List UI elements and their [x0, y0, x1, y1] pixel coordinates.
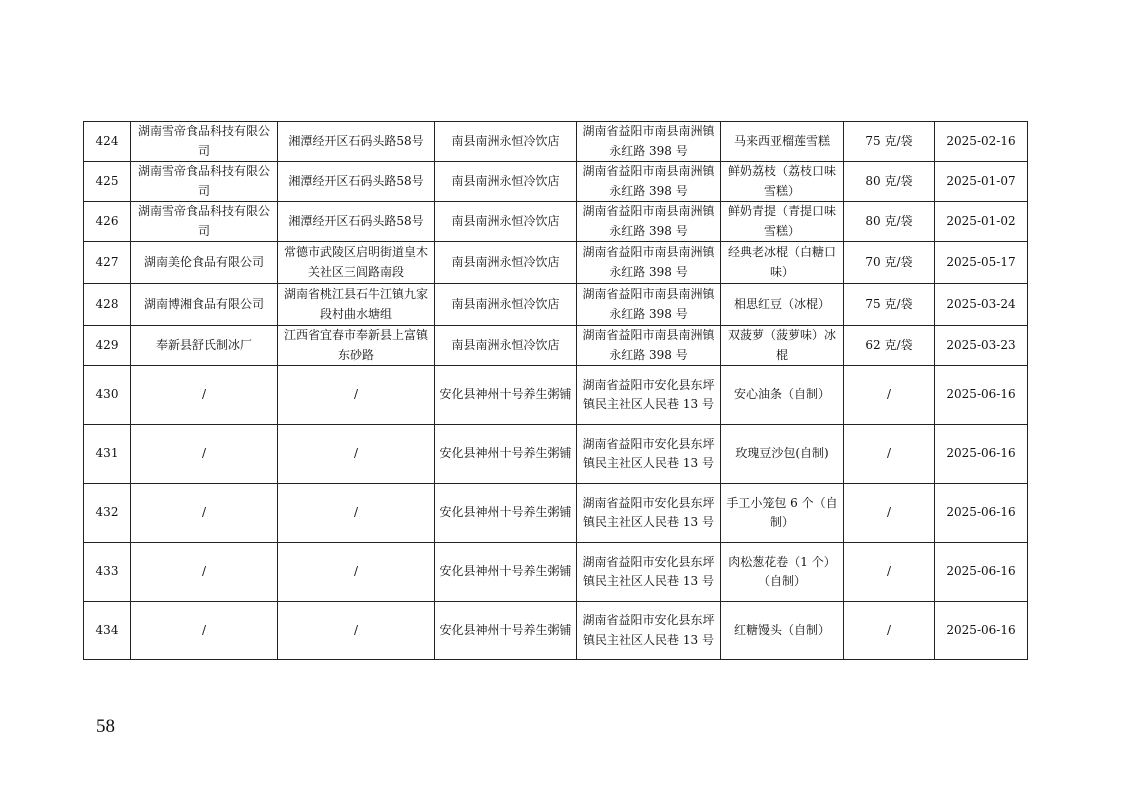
seller-address-cell: 湖南省益阳市安化县东坪镇民主社区人民巷 13 号 [577, 425, 721, 484]
seller-address-cell: 湖南省益阳市南县南洲镇永红路 398 号 [577, 202, 721, 242]
producer-name-cell: / [131, 366, 278, 425]
producer-address-cell: 湖南省桃江县石牛江镇九家段村曲水塘组 [278, 284, 435, 326]
seller-name-cell: 安化县神州十号养生粥铺 [435, 543, 577, 602]
specification-cell: 62 克/袋 [844, 326, 935, 366]
specification-cell: 75 克/袋 [844, 122, 935, 162]
row-number-cell: 431 [84, 425, 131, 484]
producer-name-cell: 湖南美伦食品有限公司 [131, 242, 278, 284]
seller-name-cell: 南县南洲永恒冷饮店 [435, 162, 577, 202]
seller-name-cell: 南县南洲永恒冷饮店 [435, 326, 577, 366]
specification-cell: / [844, 602, 935, 660]
product-name-cell: 安心油条（自制） [721, 366, 844, 425]
row-number-cell: 426 [84, 202, 131, 242]
seller-address-cell: 湖南省益阳市南县南洲镇永红路 398 号 [577, 326, 721, 366]
seller-name-cell: 南县南洲永恒冷饮店 [435, 284, 577, 326]
producer-address-cell: / [278, 602, 435, 660]
producer-name-cell: 湖南雪帝食品科技有限公司 [131, 122, 278, 162]
specification-cell: 70 克/袋 [844, 242, 935, 284]
row-number-cell: 425 [84, 162, 131, 202]
product-name-cell: 相思红豆（冰棍） [721, 284, 844, 326]
seller-name-cell: 安化县神州十号养生粥铺 [435, 484, 577, 543]
production-date-cell: 2025-06-16 [935, 602, 1028, 660]
production-date-cell: 2025-01-07 [935, 162, 1028, 202]
table-row [84, 162, 1028, 202]
producer-name-cell: / [131, 543, 278, 602]
table-row [84, 366, 1028, 425]
specification-cell: 80 克/袋 [844, 162, 935, 202]
producer-address-cell: 湘潭经开区石码头路58号 [278, 202, 435, 242]
producer-address-cell: / [278, 543, 435, 602]
table-row [84, 543, 1028, 602]
inspection-table [83, 121, 1028, 660]
seller-address-cell: 湖南省益阳市南县南洲镇永红路 398 号 [577, 162, 721, 202]
production-date-cell: 2025-06-16 [935, 366, 1028, 425]
table-row [84, 284, 1028, 326]
product-name-cell: 马来西亚榴莲雪糕 [721, 122, 844, 162]
seller-address-cell: 湖南省益阳市安化县东坪镇民主社区人民巷 13 号 [577, 484, 721, 543]
table-row [84, 202, 1028, 242]
row-number-cell: 432 [84, 484, 131, 543]
producer-address-cell: / [278, 366, 435, 425]
producer-address-cell: 湘潭经开区石码头路58号 [278, 122, 435, 162]
seller-address-cell: 湖南省益阳市安化县东坪镇民主社区人民巷 13 号 [577, 602, 721, 660]
producer-name-cell: 奉新县舒氏制冰厂 [131, 326, 278, 366]
page-number: 58 [96, 716, 115, 737]
production-date-cell: 2025-02-16 [935, 122, 1028, 162]
product-name-cell: 红糖馒头（自制） [721, 602, 844, 660]
producer-address-cell: 常德市武陵区启明街道皇木关社区三闾路南段 [278, 242, 435, 284]
production-date-cell: 2025-03-23 [935, 326, 1028, 366]
product-name-cell: 肉松葱花卷（1 个）（自制） [721, 543, 844, 602]
producer-address-cell: 江西省宜春市奉新县上富镇东砂路 [278, 326, 435, 366]
producer-name-cell: 湖南雪帝食品科技有限公司 [131, 162, 278, 202]
table-row [84, 602, 1028, 660]
production-date-cell: 2025-06-16 [935, 425, 1028, 484]
specification-cell: / [844, 366, 935, 425]
product-name-cell: 手工小笼包 6 个（自制） [721, 484, 844, 543]
table-row [84, 122, 1028, 162]
producer-name-cell: 湖南博湘食品有限公司 [131, 284, 278, 326]
product-name-cell: 经典老冰棍（白糖口味） [721, 242, 844, 284]
row-number-cell: 434 [84, 602, 131, 660]
seller-address-cell: 湖南省益阳市南县南洲镇永红路 398 号 [577, 284, 721, 326]
seller-address-cell: 湖南省益阳市南县南洲镇永红路 398 号 [577, 122, 721, 162]
row-number-cell: 430 [84, 366, 131, 425]
row-number-cell: 427 [84, 242, 131, 284]
production-date-cell: 2025-01-02 [935, 202, 1028, 242]
seller-name-cell: 安化县神州十号养生粥铺 [435, 425, 577, 484]
seller-name-cell: 南县南洲永恒冷饮店 [435, 202, 577, 242]
table-row [84, 484, 1028, 543]
table-row [84, 425, 1028, 484]
product-name-cell: 玫瑰豆沙包(自制) [721, 425, 844, 484]
producer-address-cell: / [278, 484, 435, 543]
product-name-cell: 双菠萝（菠萝味）冰棍 [721, 326, 844, 366]
specification-cell: / [844, 543, 935, 602]
specification-cell: 80 克/袋 [844, 202, 935, 242]
seller-address-cell: 湖南省益阳市安化县东坪镇民主社区人民巷 13 号 [577, 543, 721, 602]
specification-cell: / [844, 425, 935, 484]
table-row [84, 326, 1028, 366]
producer-name-cell: / [131, 602, 278, 660]
production-date-cell: 2025-03-24 [935, 284, 1028, 326]
product-name-cell: 鲜奶青提（青提口味雪糕） [721, 202, 844, 242]
producer-name-cell: 湖南雪帝食品科技有限公司 [131, 202, 278, 242]
producer-address-cell: 湘潭经开区石码头路58号 [278, 162, 435, 202]
production-date-cell: 2025-05-17 [935, 242, 1028, 284]
seller-name-cell: 安化县神州十号养生粥铺 [435, 602, 577, 660]
table-row [84, 242, 1028, 284]
product-name-cell: 鲜奶荔枝（荔枝口味雪糕） [721, 162, 844, 202]
production-date-cell: 2025-06-16 [935, 484, 1028, 543]
seller-name-cell: 安化县神州十号养生粥铺 [435, 366, 577, 425]
producer-name-cell: / [131, 425, 278, 484]
row-number-cell: 433 [84, 543, 131, 602]
specification-cell: 75 克/袋 [844, 284, 935, 326]
row-number-cell: 428 [84, 284, 131, 326]
seller-address-cell: 湖南省益阳市安化县东坪镇民主社区人民巷 13 号 [577, 366, 721, 425]
row-number-cell: 429 [84, 326, 131, 366]
seller-name-cell: 南县南洲永恒冷饮店 [435, 242, 577, 284]
production-date-cell: 2025-06-16 [935, 543, 1028, 602]
producer-address-cell: / [278, 425, 435, 484]
specification-cell: / [844, 484, 935, 543]
seller-name-cell: 南县南洲永恒冷饮店 [435, 122, 577, 162]
row-number-cell: 424 [84, 122, 131, 162]
seller-address-cell: 湖南省益阳市南县南洲镇永红路 398 号 [577, 242, 721, 284]
table-body [84, 122, 1028, 660]
producer-name-cell: / [131, 484, 278, 543]
